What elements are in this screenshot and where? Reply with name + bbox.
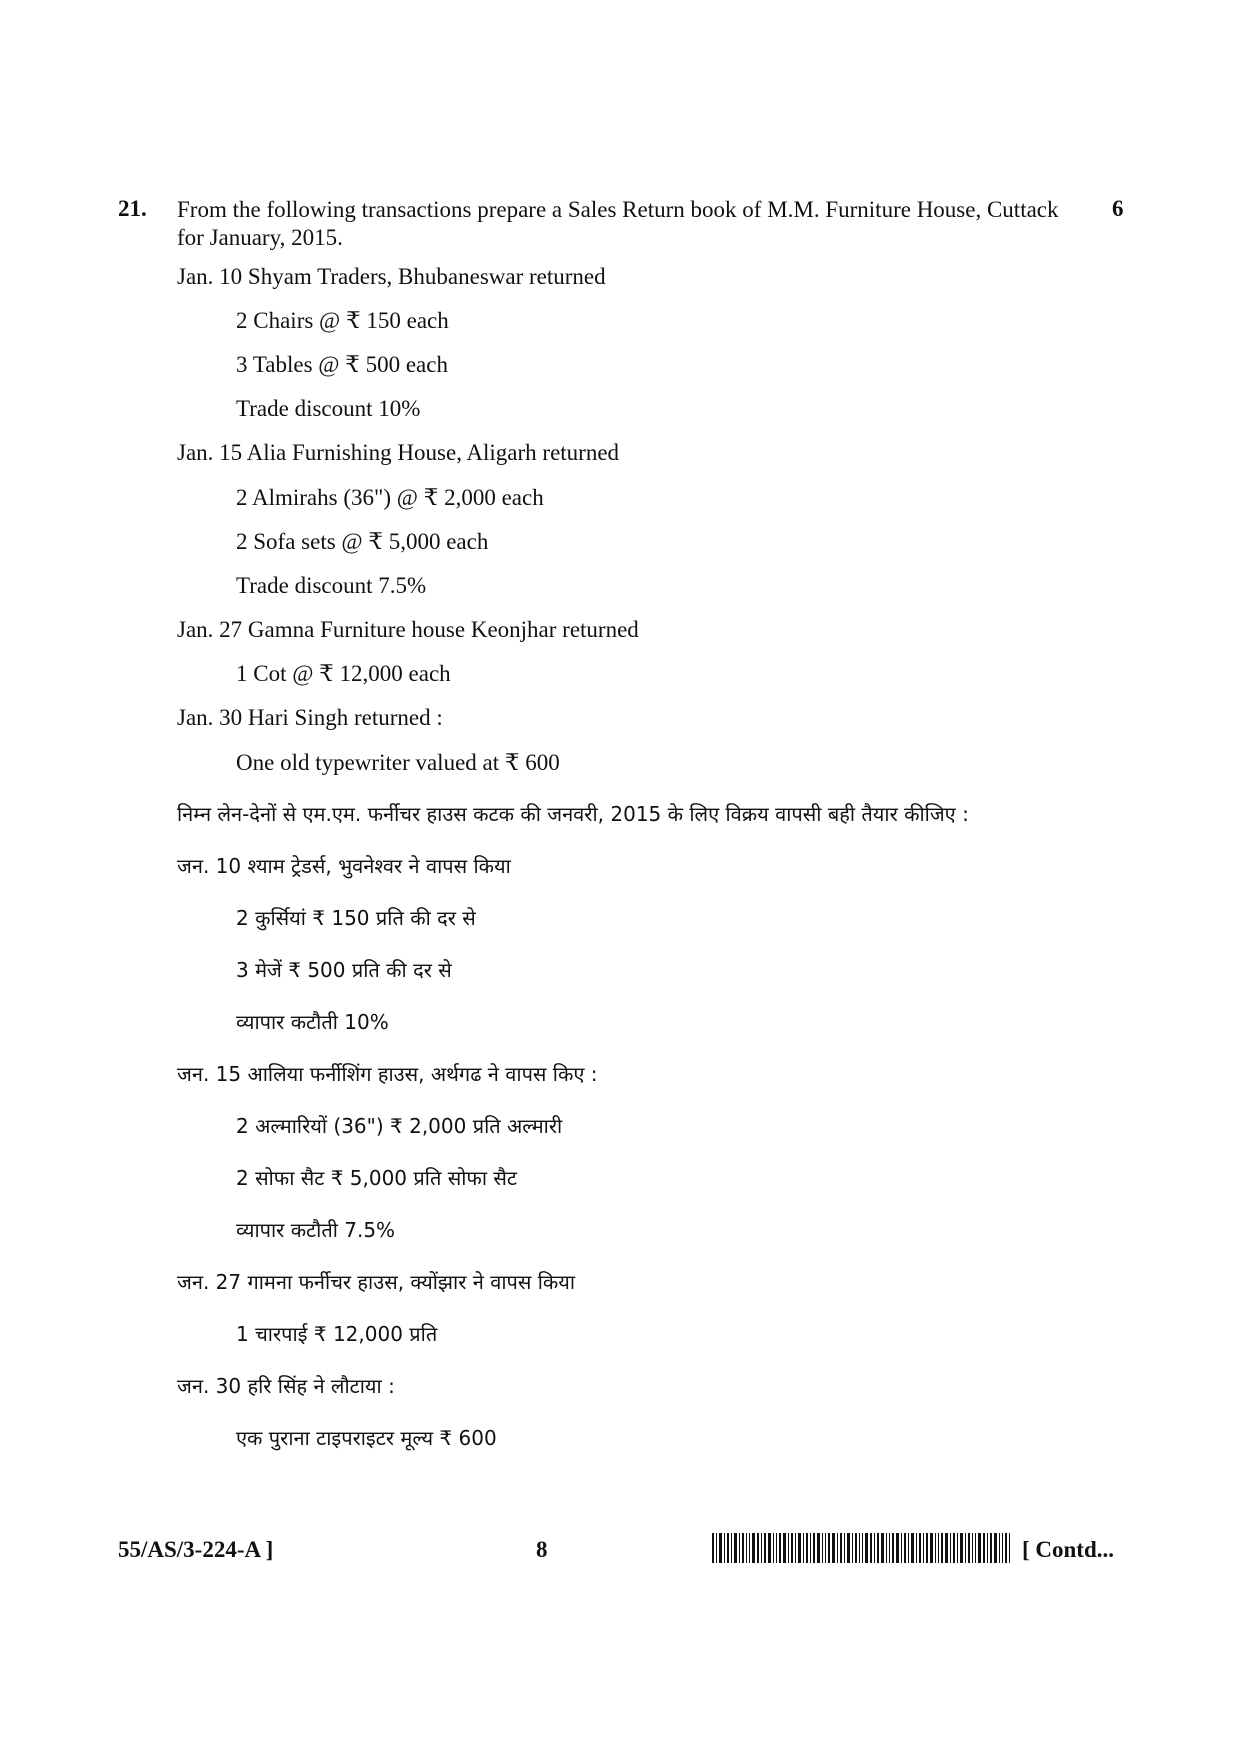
- hi-trade-discount-7-5: व्यापार कटौती 7.5%: [236, 1218, 396, 1242]
- en-transaction-jan30: Jan. 30 Hari Singh returned :: [177, 705, 443, 730]
- hi-trade-discount-10: व्यापार कटौती 10%: [236, 1010, 389, 1034]
- en-item-tables: 3 Tables @ ₹ 500 each: [236, 352, 448, 377]
- hi-item-typewriter: एक पुराना टाइपराइटर मूल्य ₹ 600: [236, 1426, 497, 1450]
- question-number: 21.: [118, 196, 147, 221]
- hi-item-sofa-sets: 2 सोफा सैट ₹ 5,000 प्रति सोफा सैट: [236, 1166, 517, 1190]
- hi-item-cot: 1 चारपाई ₹ 12,000 प्रति: [236, 1322, 438, 1346]
- en-trade-discount-7-5: Trade discount 7.5%: [236, 573, 427, 598]
- en-item-sofa-sets: 2 Sofa sets @ ₹ 5,000 each: [236, 529, 489, 554]
- en-transaction-jan10: Jan. 10 Shyam Traders, Bhubaneswar returned: [177, 264, 606, 289]
- barcode-icon: [712, 1533, 1010, 1563]
- hi-question-text: निम्न लेन-देनों से एम.एम. फर्नीचर हाउस कटक की जनवरी, 2015 के लिए विक्रय वापसी बही तैयार कीजिए :: [177, 802, 969, 826]
- en-transaction-jan27: Jan. 27 Gamna Furniture house Keonjhar returned: [177, 617, 639, 642]
- en-trade-discount-10: Trade discount 10%: [236, 396, 421, 421]
- continued-marker: [ Contd...: [1022, 1537, 1115, 1562]
- en-item-typewriter: One old typewriter valued at ₹ 600: [236, 750, 560, 775]
- hi-transaction-jan15: जन. 15 आलिया फर्नीशिंग हाउस, अर्थगढ ने वापस किए :: [177, 1062, 598, 1086]
- en-item-almirahs: 2 Almirahs (36") @ ₹ 2,000 each: [236, 485, 544, 510]
- hi-transaction-jan27: जन. 27 गामना फर्नीचर हाउस, क्योंझार ने वापस किया: [177, 1270, 576, 1294]
- en-item-cot: 1 Cot @ ₹ 12,000 each: [236, 661, 451, 686]
- hi-transaction-jan10: जन. 10 श्याम ट्रेडर्स, भुवनेश्वर ने वापस किया: [177, 854, 511, 878]
- en-transaction-jan15: Jan. 15 Alia Furnishing House, Aligarh returned: [177, 440, 620, 465]
- hi-item-chairs: 2 कुर्सियां ₹ 150 प्रति की दर से: [236, 906, 476, 930]
- hi-item-almirahs: 2 अल्मारियों (36") ₹ 2,000 प्रति अल्मारी: [236, 1114, 563, 1138]
- question-text: From the following transactions prepare a Sales Return book of M.M. Furniture House, Cuttack for January, 2015.: [177, 197, 1059, 250]
- hi-transaction-jan30: जन. 30 हरि सिंह ने लौटाया :: [177, 1374, 395, 1398]
- paper-code: 55/AS/3-224-A ]: [118, 1537, 274, 1562]
- en-item-chairs: 2 Chairs @ ₹ 150 each: [236, 308, 449, 333]
- question-marks: 6: [1112, 196, 1124, 221]
- hi-item-tables: 3 मेजें ₹ 500 प्रति की दर से: [236, 958, 452, 982]
- page-number: 8: [536, 1537, 548, 1562]
